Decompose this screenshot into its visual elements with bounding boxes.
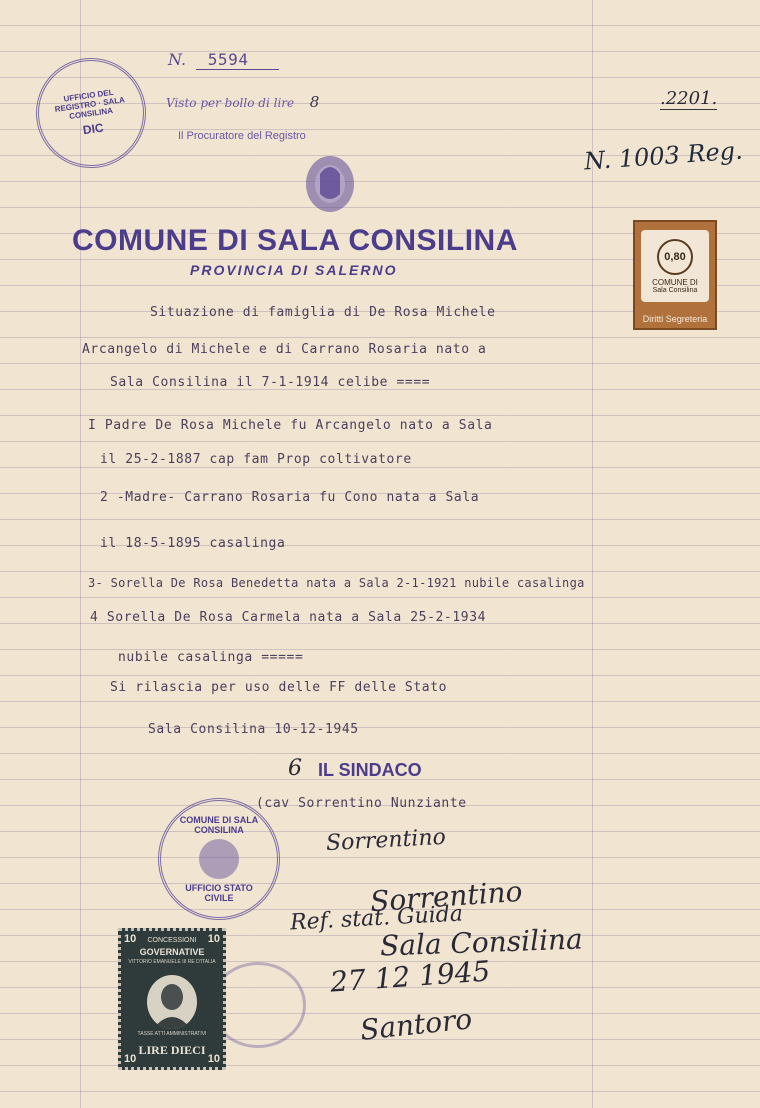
body-line-12: Sala Consilina 10-12-1945 [148, 722, 359, 737]
fee-footer: Diritti Segreteria [642, 314, 708, 324]
handwritten-date: 27 12 1945 [329, 954, 492, 999]
protocol-number [168, 50, 279, 69]
body-line-6: 2 -Madre- Carrano Rosaria fu Cono nata a Sala [100, 490, 480, 505]
body-line-9: 4 Sorella De Rosa Carmela nata a Sala 25-2-1934 [90, 610, 487, 625]
sindaco-signature: Sorrentino [325, 824, 447, 857]
coat-of-arms-emblem [302, 150, 358, 214]
revenue-value-label: LIRE DIECI [138, 1043, 206, 1057]
revenue-corner-br: 10 [207, 1053, 220, 1065]
sindaco-mark: 6 [288, 756, 302, 781]
registro-round-stamp [29, 51, 153, 175]
sindaco-label: IL SINDACO [318, 760, 422, 780]
body-line-3: Sala Consilina il 7-1-1914 celibe ==== [110, 375, 431, 390]
procuratore-label: Il Procuratore del Registro [178, 130, 306, 142]
handwritten-note-3: Sala Consilina [379, 922, 584, 963]
visto-amount: 8 [309, 93, 320, 111]
fee-line2: Sala Consilina [652, 286, 698, 294]
fee-value: 0,80 [657, 239, 693, 275]
revenue-top: CONCESSIONI [147, 937, 197, 944]
body-line-10: nubile casalinga ===== [118, 650, 304, 665]
body-line-8: 3- Sorella De Rosa Benedetta nata a Sala 2-1-1921 nubile casalinga [88, 576, 585, 590]
revenue-corner-bl: 10 [124, 1053, 137, 1065]
top-right-registration: N. 1003 Reg. [583, 136, 744, 176]
revenue-line2: GOVERNATIVE [139, 947, 205, 957]
handwritten-signature: Santoro [358, 1002, 474, 1047]
body-line-7: il 18-5-1895 casalinga [100, 536, 286, 551]
visto-bollo [166, 92, 319, 111]
revenue-corner-tr: 10 [207, 933, 220, 945]
handwritten-note-1: Sorrentino [369, 874, 524, 919]
revenue-stamp [118, 928, 226, 1070]
revenue-line4: TASSE ATTI AMMINISTRATIVI [137, 1031, 207, 1037]
office-stamp-top: COMUNE DI SALA CONSILINA [179, 815, 259, 835]
body-line-4: I Padre De Rosa Michele fu Arcangelo nato a Sala [88, 418, 493, 433]
top-right-number: .2201. [660, 88, 718, 109]
office-round-stamp [158, 798, 280, 920]
fee-line1: COMUNE DI [652, 277, 698, 287]
body-line-2: Arcangelo di Michele e di Carrano Rosaria nato a [82, 342, 487, 357]
office-stamp-bottom: UFFICIO STATO CIVILE [185, 883, 253, 903]
revenue-corner-tl: 10 [124, 933, 137, 945]
king-portrait [147, 975, 197, 1029]
sindaco-name: (cav Sorrentino Nunziante [256, 796, 467, 811]
handwritten-note-2: Ref. stat. Guida [289, 901, 464, 936]
registro-stamp-text: UFFICIO DEL REGISTRO · SALA CONSILINA [54, 87, 126, 121]
letterhead-subtitle: PROVINCIA DI SALERNO [190, 262, 398, 278]
body-line-5: il 25-2-1887 cap fam Prop coltivatore [100, 452, 412, 467]
registro-stamp-date: DIC [81, 119, 105, 137]
revenue-line3: VITTORIO EMANUELE III RE D'ITALIA [128, 959, 216, 965]
body-line-11: Si rilascia per uso delle FF delle Stato [110, 680, 448, 695]
number-prefix: N. [168, 50, 187, 69]
letterhead-title: COMUNE DI SALA CONSILINA [72, 224, 518, 257]
visto-text: Visto per bollo di lire [166, 96, 295, 110]
fee-stamp [633, 220, 717, 330]
number-value: 5594 [196, 50, 279, 70]
body-line-1: Situazione di famiglia di De Rosa Michele [150, 305, 496, 320]
office-stamp-emblem [199, 839, 239, 879]
